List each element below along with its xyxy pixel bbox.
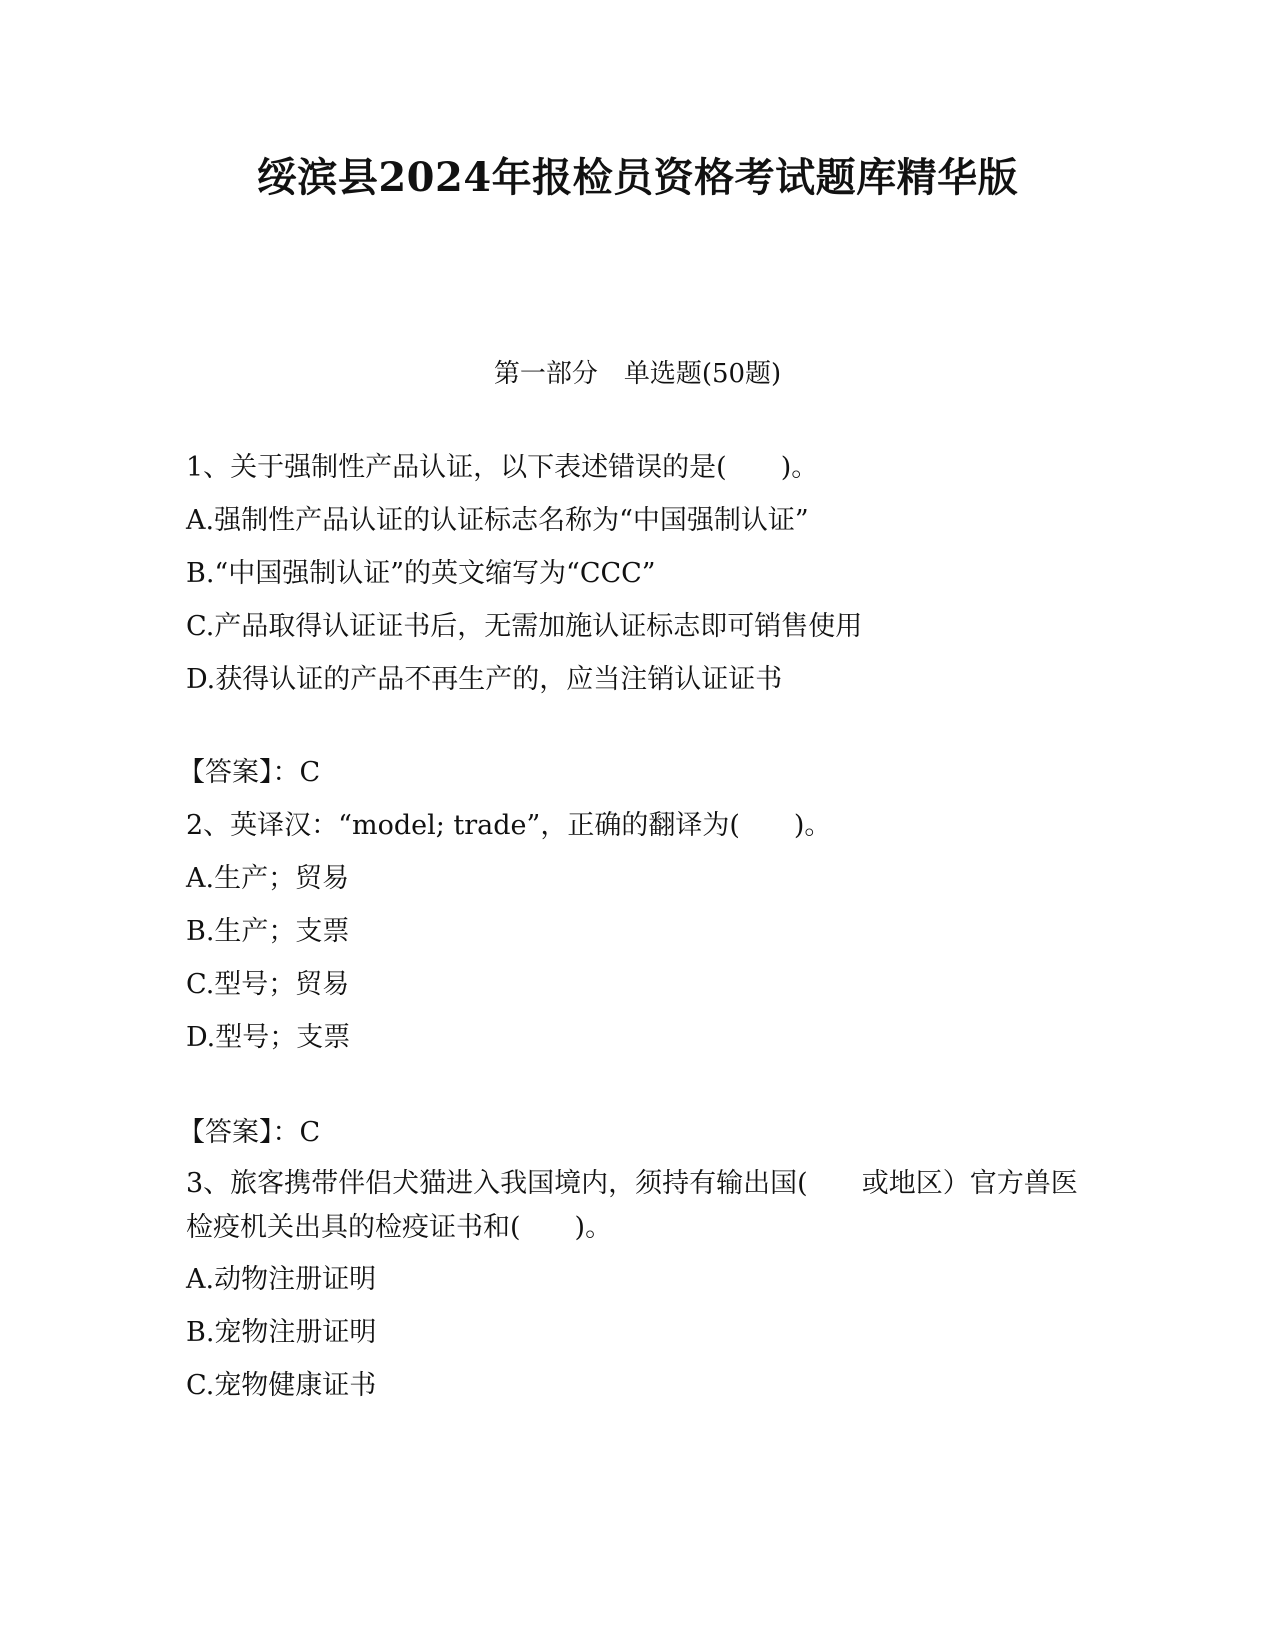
section-heading: 第一部分 单选题(50题) <box>493 359 782 389</box>
option-c: C.产品取得认证证书后，无需加施认证标志即可销售使用 <box>186 611 863 642</box>
answer: 【答案】：C <box>178 1117 321 1148</box>
option-c: C.型号；贸易 <box>186 969 350 1000</box>
option-b: B.“中国强制认证”的英文缩写为“CCC” <box>186 558 656 589</box>
document-title: 绥滨县2024年报检员资格考试题库精华版 <box>256 154 1019 201</box>
option-b: B.生产；支票 <box>186 916 350 947</box>
option-d: D.获得认证的产品不再生产的，应当注销认证证书 <box>186 664 783 695</box>
option-b: B.宠物注册证明 <box>186 1317 377 1348</box>
option-a: A.动物注册证明 <box>186 1264 377 1295</box>
answer: 【答案】：C <box>178 757 321 788</box>
question-stem: 3、旅客携带伴侣犬猫进入我国境内，须持有输出国( 或地区）官方兽医检疫机关出具的检疫证书和( )。 <box>186 1168 1078 1243</box>
question-stem: 2、英译汉：“model; trade”，正确的翻译为( )。 <box>186 810 832 841</box>
question-stem: 1、关于强制性产品认证，以下表述错误的是( )。 <box>186 452 819 483</box>
option-a: A.强制性产品认证的认证标志名称为“中国强制认证” <box>186 505 809 536</box>
option-c: C.宠物健康证书 <box>186 1370 377 1401</box>
option-d: D.型号；支票 <box>186 1022 351 1053</box>
option-a: A.生产；贸易 <box>186 863 350 894</box>
